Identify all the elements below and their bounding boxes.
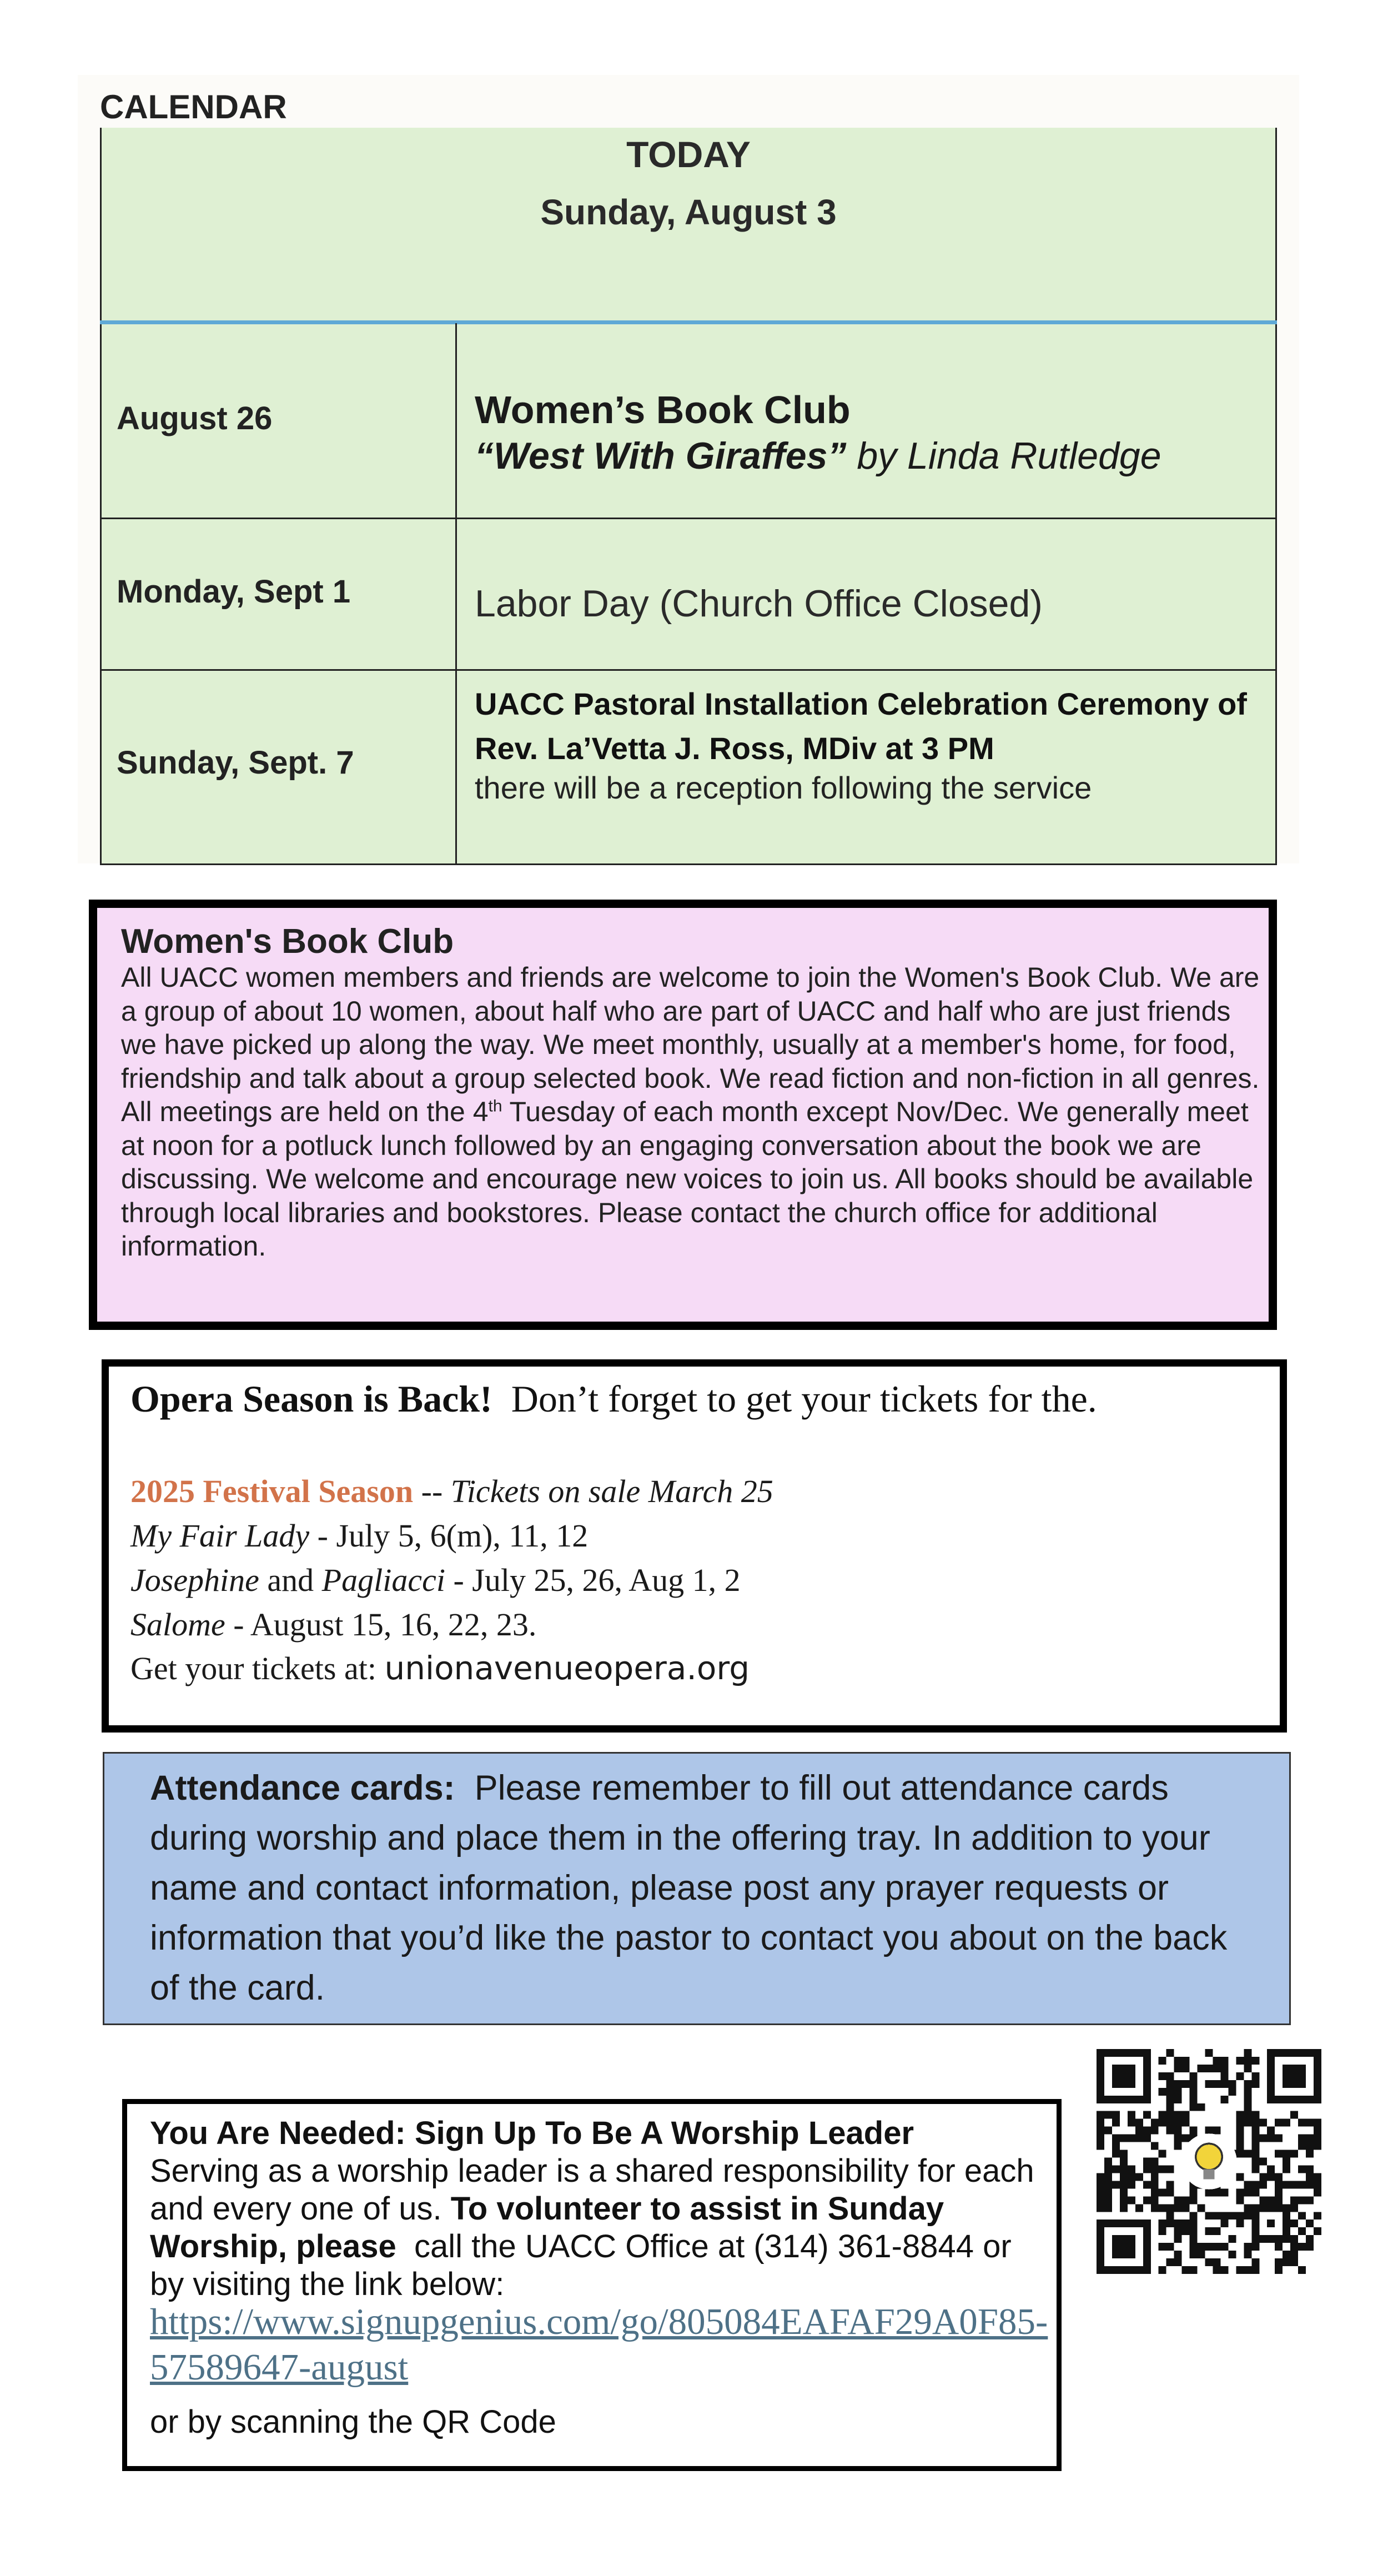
show-title: My Fair Lady (130, 1518, 310, 1554)
event-date-3: Sunday, Sept. 7 (117, 745, 354, 781)
today-divider (100, 320, 1277, 324)
show-title: Pagliacci (321, 1562, 445, 1598)
event-note-3: there will be a reception following the service (475, 770, 1092, 805)
opera-url-link[interactable]: unionavenueopera.org (384, 1649, 750, 1687)
volunteer-body: call the UACC Office at (314) 361-8844 or by visiting the link below: (150, 2228, 1020, 2302)
book-club-text: All UACC women members and friends are welcome to join the Women's Book Club. We are a group of about 10 women, about half who are part of UACC and half who are just friends we have picked up along the way. We meet monthly, usually at a member's home, for food, friendship and talk about a group selected book. We read fiction and non-fiction in all genres. All meetings are held on the 4 (121, 962, 1260, 1127)
show-dates: - August 15, 16, 22, 23. (225, 1606, 537, 1643)
signup-link[interactable]: https://www.signupgenius.com/go/805084EAFAF29A0F85-57589647-august (150, 2301, 1048, 2388)
show-title: Salome (130, 1606, 225, 1643)
season-separator: -- (413, 1473, 451, 1509)
opera-heading-rest: Don’t forget to get your tickets for the. (492, 1378, 1097, 1420)
lightbulb-icon (1181, 2133, 1237, 2190)
qr-note: or by scanning the QR Code (150, 2404, 556, 2440)
opera-season-line (130, 1473, 773, 1510)
qr-code[interactable] (1097, 2049, 1321, 2274)
show-dates: - July 5, 6(m), 11, 12 (309, 1518, 589, 1554)
event-date-2: Monday, Sept 1 (117, 574, 351, 610)
show-title: Josephine (130, 1562, 259, 1598)
event-date-1: August 26 (117, 400, 273, 436)
show-and: and (259, 1562, 322, 1598)
opera-heading-bold: Opera Season is Back! (130, 1378, 492, 1420)
opera-show-1 (130, 1517, 588, 1554)
season-label: 2025 Festival Season (130, 1473, 414, 1509)
ordinal-suffix: th (488, 1097, 502, 1116)
book-author: by Linda Rutledge (846, 435, 1161, 477)
volunteer-bold: To volunteer to assist in Sunday Worship, please (150, 2191, 944, 2264)
tickets-prefix: Get your tickets at: (130, 1650, 385, 1686)
show-dates: - July 25, 26, Aug 1, 2 (445, 1562, 741, 1598)
book-title: “West With Giraffes” (475, 435, 847, 477)
opera-show-2 (130, 1561, 741, 1599)
volunteer-body: Serving as a worship leader is a shared responsibility for each and every one of us. (150, 2153, 1034, 2227)
volunteer-heading: You Are Needed: Sign Up To Be A Worship Leader (150, 2115, 914, 2151)
today-date: Sunday, August 3 (540, 192, 837, 232)
event-book-1 (475, 434, 1161, 478)
event-title-2: Labor Day (Church Office Closed) (475, 583, 1043, 625)
event-title-1: Women’s Book Club (475, 388, 851, 431)
today-label: TODAY (626, 134, 751, 175)
column-divider (455, 323, 457, 864)
event-title-3: UACC Pastoral Installation Celebration Ceremony of Rev. La’Vetta J. Ross, MDiv at 3 PM (475, 686, 1247, 766)
book-club-body (121, 961, 1265, 1263)
book-club-title: Women's Book Club (121, 922, 454, 961)
season-tickets: Tickets on sale March 25 (450, 1473, 773, 1509)
attendance-body: Please remember to fill out attendance cards during worship and place them in the offering tray. In addition to your name and contact information, please post any prayer requests or information that you’d like the pastor to contact you about on the back of the card. (150, 1769, 1237, 2007)
attendance-text (150, 1763, 1266, 2013)
opera-show-3 (130, 1606, 536, 1643)
volunteer-text (150, 2115, 1049, 2303)
opera-tickets-line (130, 1649, 750, 1687)
book-club-text: Tuesday of each month except Nov/Dec. We generally meet at noon for a potluck lunch followed by an engaging conversation about the book we are discussing. We welcome and encourage new voices to join us. All books should be available through local libraries and bookstores. Please contact the church office for additional information. (121, 1096, 1254, 1262)
row-divider (100, 518, 1277, 519)
row-divider (100, 669, 1277, 671)
opera-heading (130, 1377, 1097, 1421)
attendance-label: Attendance cards: (150, 1769, 455, 1807)
calendar-title: CALENDAR (100, 88, 287, 125)
